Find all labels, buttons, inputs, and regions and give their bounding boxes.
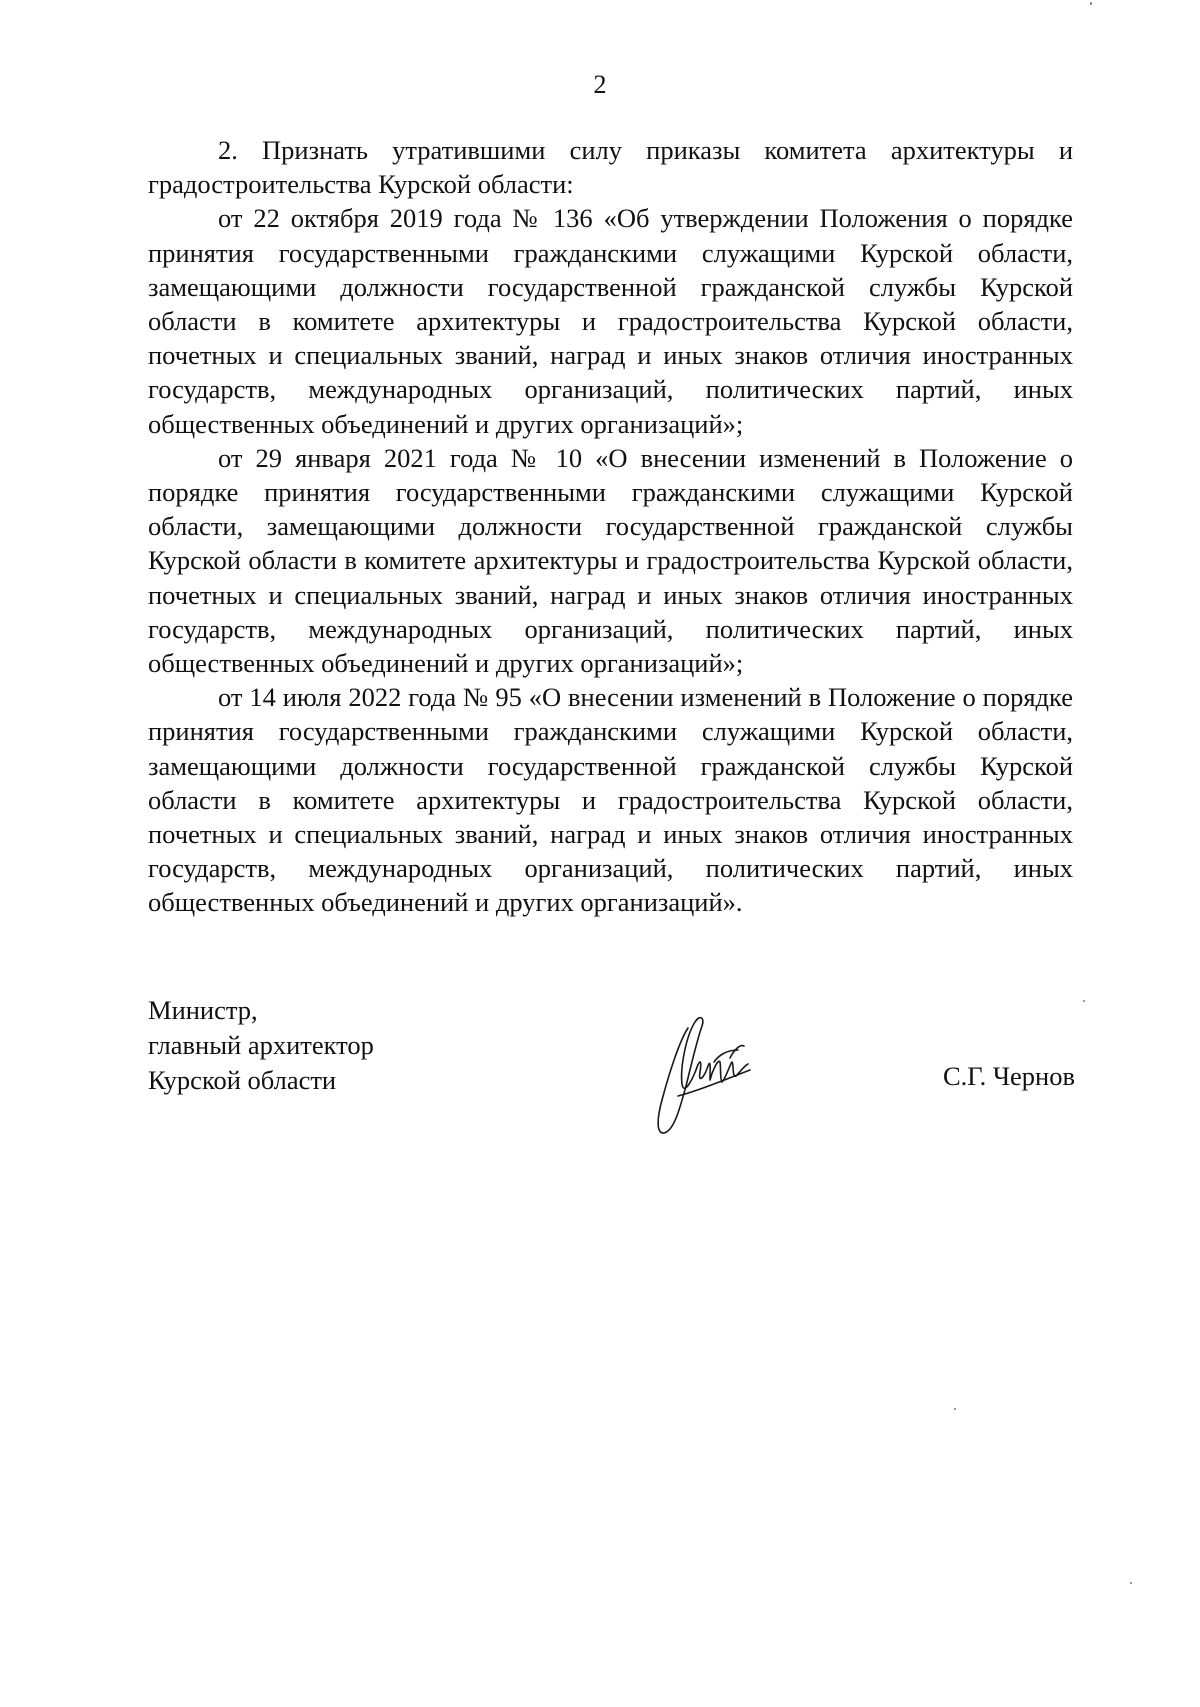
paragraph-order-10: от 29 января 2021 года № 10 «О внесении изменений в Положение о порядке принятия государственными гражданскими служащими Курской области, замещающими должности государственной гражданской службы Курской области в комитете архитектуры и градостроительства Курской области, почетных и специальных званий, наград и иных знаков отличия иностранных государств, международных организаций, политических партий, иных общественных объединений и других организаций»; <box>148 442 1073 679</box>
signer-name: С.Г. Чернов <box>942 1061 1075 1091</box>
page-number: 2 <box>593 70 607 99</box>
scan-speck <box>1090 2 1092 5</box>
handwritten-signature-icon <box>640 1000 780 1140</box>
paragraph-order-136: от 22 октября 2019 года № 136 «Об утверждении Положения о порядке принятия государственными гражданскими служащими Курской области, замещающими должности государственной гражданской службы Курской области в комитете архитектуры и градостроительства Курской области, почетных и специальных званий, наград и иных знаков отличия иностранных государств, международных организаций, политических партий, иных общественных объединений и других организаций»; <box>148 203 1073 439</box>
position-line: Министр, <box>148 995 258 1025</box>
document-body <box>148 133 1073 920</box>
scan-speck <box>1083 1000 1085 1002</box>
signatory-position <box>148 993 374 1098</box>
scan-speck <box>1130 1582 1132 1584</box>
position-line: Курской области <box>148 1065 337 1095</box>
position-line: главный архитектор <box>148 1030 374 1060</box>
paragraph-item-2: 2. Признать утратившими силу приказы комитета архитектуры и градостроительства Курской области: <box>148 135 1073 200</box>
scan-speck <box>954 1408 956 1410</box>
paragraph-order-95: от 14 июля 2022 года № 95 «О внесении изменений в Положение о порядке принятия государственными гражданскими служащими Курской области, замещающими должности государственной гражданской службы Курской области в комитете архитектуры и градостроительства Курской области, почетных и специальных званий, наград и иных знаков отличия иностранных государств, международных организаций, политических партий, иных общественных объединений и других организаций». <box>148 682 1073 918</box>
